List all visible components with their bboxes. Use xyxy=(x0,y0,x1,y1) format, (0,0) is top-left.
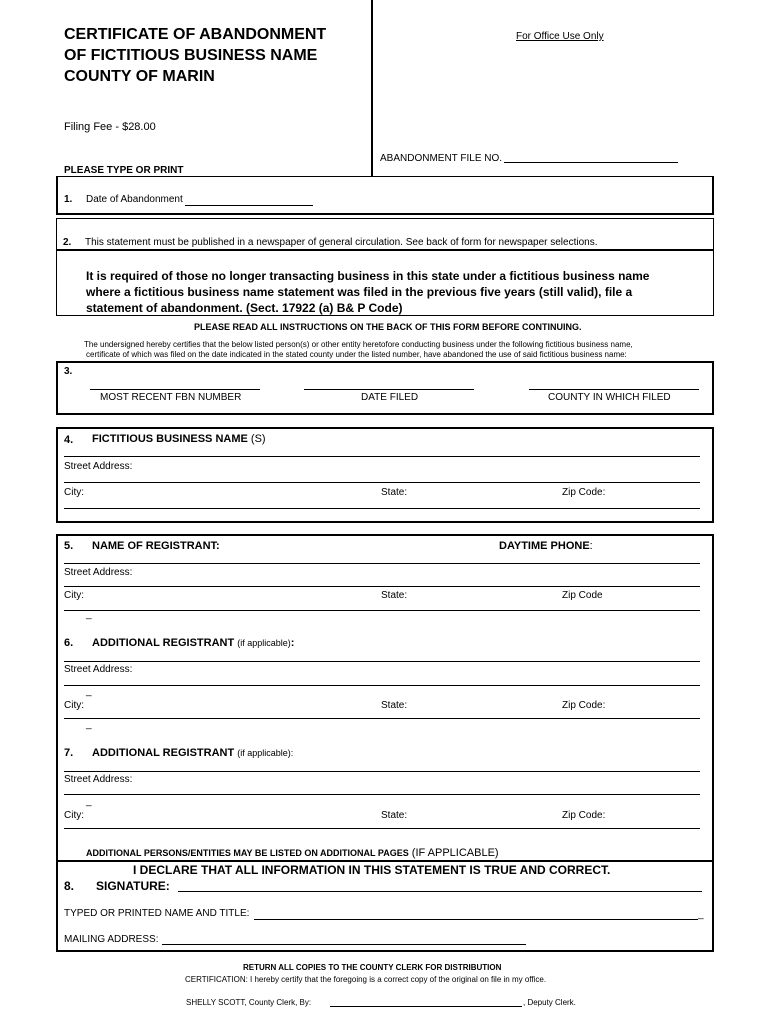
clerk-signature-line xyxy=(186,998,311,1007)
additional-registrant-2-field[interactable] xyxy=(64,771,700,772)
form-title xyxy=(64,24,326,87)
notice-line-2: where a fictitious business name statement was filed in the previous five years (still valid), file a xyxy=(86,285,633,299)
additional-2-zip-label: Zip Code: xyxy=(562,810,606,821)
date-of-abandonment-field[interactable] xyxy=(185,205,313,206)
additional-registrant-2-text: ADDITIONAL REGISTRANT xyxy=(92,747,235,759)
abandonment-notice xyxy=(86,268,649,316)
city-state-zip-field[interactable] xyxy=(64,508,700,509)
section-7-number: 7. xyxy=(64,747,74,759)
additional-2-state-label: State: xyxy=(381,810,408,821)
registrant-city-label: City: xyxy=(64,590,84,601)
section-1-box xyxy=(56,176,714,215)
additional-1-street-field[interactable] xyxy=(64,685,700,686)
return-copies-note: RETURN ALL COPIES TO THE COUNTY CLERK FOR DISTRIBUTION xyxy=(243,963,502,972)
additional-1-street-label: Street Address: xyxy=(64,664,133,675)
registrant-name-field[interactable] xyxy=(64,563,700,564)
additional-1-city-label: City: xyxy=(64,700,84,711)
abandonment-file-no-field[interactable] xyxy=(504,162,678,163)
additional-2-city-field[interactable] xyxy=(64,828,700,829)
title-line-1: CERTIFICATE OF ABANDONMENT xyxy=(64,26,327,43)
section-4-box xyxy=(56,427,714,523)
section-2-number: 2. xyxy=(63,237,72,248)
street-address-field[interactable] xyxy=(64,482,700,483)
additional-registrant-1-suffix: (if applicable) xyxy=(237,638,291,648)
header-divider xyxy=(371,0,373,176)
street-address-label: Street Address: xyxy=(64,461,133,472)
section-2-box xyxy=(56,218,714,250)
registrant-box xyxy=(56,534,714,952)
additional-2-street-field[interactable] xyxy=(64,794,700,795)
notice-box xyxy=(56,250,714,316)
additional-1-dash: _ xyxy=(86,686,92,697)
fbn-number-field[interactable] xyxy=(90,389,260,390)
additional-2-city-label: City: xyxy=(64,810,84,821)
additional-1-state-label: State: xyxy=(381,700,408,711)
filing-fee: Filing Fee - $28.00 xyxy=(64,121,156,133)
date-of-abandonment-label: Date of Abandonment xyxy=(86,194,183,205)
additional-2-dash: _ xyxy=(86,796,92,807)
notice-line-3: statement of abandonment. (Sect. 17922 (a) B& P Code) xyxy=(86,301,403,315)
section-3-number: 3. xyxy=(64,366,73,377)
certification-text xyxy=(84,340,633,360)
additional-registrant-1-field[interactable] xyxy=(64,661,700,662)
business-name-field[interactable] xyxy=(64,456,700,457)
publication-note: This statement must be published in a newspaper of general circulation. See back of form for newspaper selections. xyxy=(85,237,598,248)
additional-1-dash-2: _ xyxy=(86,719,92,730)
registrant-street-label: Street Address: xyxy=(64,567,133,578)
declaration: I DECLARE THAT ALL INFORMATION IN THIS STATEMENT IS TRUE AND CORRECT. xyxy=(133,863,611,877)
registrant-state-label: State: xyxy=(381,590,408,601)
deputy-clerk-field[interactable] xyxy=(330,1006,522,1007)
registrant-zip-label: Zip Code xyxy=(562,590,603,601)
title-line-2: OF FICTITIOUS BUSINESS NAME xyxy=(64,47,318,64)
section-8-number: 8. xyxy=(64,879,75,893)
certify-line-2: certificate of which was filed on the date indicated in the stated county under the listed number, have abandoned the use of said fictitious business name: xyxy=(86,350,627,359)
section-4-number: 4. xyxy=(64,434,74,446)
city-label: City: xyxy=(64,487,84,498)
registrant-dash: _ xyxy=(86,609,92,620)
clerk-name: SHELLY SCOTT, County Clerk, By: xyxy=(186,998,312,1007)
daytime-phone-label xyxy=(499,540,593,552)
zip-label: Zip Code: xyxy=(562,487,606,498)
section-1-number: 1. xyxy=(64,194,73,205)
registrant-city-field[interactable] xyxy=(64,610,700,611)
signature-label: SIGNATURE: xyxy=(96,879,170,893)
additional-registrant-1-label xyxy=(92,637,294,649)
daytime-phone-colon: : xyxy=(589,540,593,552)
title-line-3: COUNTY OF MARIN xyxy=(64,68,215,85)
additional-registrant-2-suffix: (if applicable): xyxy=(237,748,294,758)
typed-name-field[interactable] xyxy=(254,919,698,920)
signature-field[interactable] xyxy=(178,891,702,892)
registrant-street-field[interactable] xyxy=(64,586,700,587)
fbn-number-label: MOST RECENT FBN NUMBER xyxy=(100,392,242,403)
state-label: State: xyxy=(381,487,408,498)
additional-pages-text: ADDITIONAL PERSONS/ENTITIES MAY BE LISTED ON ADDITIONAL PAGES xyxy=(86,848,409,858)
additional-1-city-field[interactable] xyxy=(64,718,700,719)
please-type-label: PLEASE TYPE OR PRINT xyxy=(64,165,184,176)
clerk-certification: CERTIFICATION: I hereby certify that the foregoing is a correct copy of the original on file in my office. xyxy=(185,975,547,984)
abandonment-file-no-label: ABANDONMENT FILE NO. xyxy=(380,153,503,164)
county-filed-label: COUNTY IN WHICH FILED xyxy=(548,392,671,403)
additional-1-zip-label: Zip Code: xyxy=(562,700,606,711)
additional-registrant-1-colon: : xyxy=(290,637,295,649)
section-5-number: 5. xyxy=(64,540,74,552)
notice-line-1: It is required of those no longer transacting business in this state under a fictitious business name xyxy=(86,269,650,283)
additional-2-street-label: Street Address: xyxy=(64,774,133,785)
additional-pages-note xyxy=(86,847,499,859)
mailing-address-label: MAILING ADDRESS: xyxy=(64,934,159,945)
date-filed-label: DATE FILED xyxy=(361,392,419,403)
section-3-box xyxy=(56,361,714,415)
fbn-label-suffix: (S) xyxy=(250,433,266,445)
mailing-address-field[interactable] xyxy=(162,944,526,945)
registrant-name-label: NAME OF REGISTRANT: xyxy=(92,540,220,552)
read-instructions: PLEASE READ ALL INSTRUCTIONS ON THE BACK OF THIS FORM BEFORE CONTINUING. xyxy=(194,322,582,332)
additional-registrant-1-text: ADDITIONAL REGISTRANT xyxy=(92,637,235,649)
fbn-label-text: FICTITIOUS BUSINESS NAME xyxy=(92,433,248,445)
date-filed-field[interactable] xyxy=(304,389,474,390)
additional-pages-suffix: (IF APPLICABLE) xyxy=(411,847,499,859)
county-filed-field[interactable] xyxy=(529,389,699,390)
section-8-divider xyxy=(58,860,712,862)
office-use-label: For Office Use Only xyxy=(516,31,604,42)
typed-name-end-dash: _ xyxy=(698,909,704,920)
typed-name-label: TYPED OR PRINTED NAME AND TITLE: xyxy=(64,908,250,919)
daytime-phone-text: DAYTIME PHONE xyxy=(499,540,590,552)
certify-line-1: The undersigned hereby certifies that the below listed person(s) or other entity heretofore conducting business under the following fictitious business name, xyxy=(84,340,633,349)
fictitious-business-name-label xyxy=(92,433,266,445)
section-6-number: 6. xyxy=(64,637,74,649)
deputy-clerk-label: , Deputy Clerk. xyxy=(523,998,576,1007)
additional-registrant-2-label xyxy=(92,747,293,759)
